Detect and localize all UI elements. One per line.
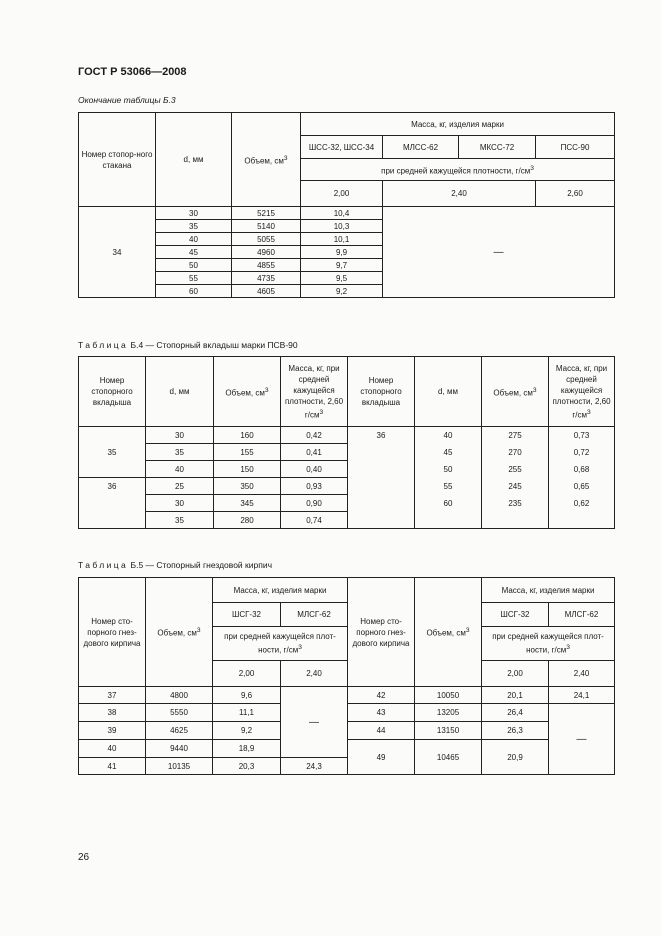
t4-header-volume: Объем, $см^3$ [482,357,549,427]
t3-cell-d: 50 [156,259,232,272]
t3-density: 2,00 [301,181,383,207]
t5-header-number: Номер сто-порного гнез-дового кирпича [79,578,146,687]
t5-cell-mass: 11,1 [213,704,281,722]
t3-cell-mass: 9,5 [301,272,383,285]
document-code: ГОСТ Р 53066—2008 [78,66,187,78]
t5-cell-mass: 24,3 [281,758,348,775]
t4-cell-d: 60 [415,495,482,512]
t4-cell-mass: 0,73 [549,427,615,444]
t5-cell-number: 42 [348,687,415,704]
t3-header-d: d, мм [156,113,232,207]
t4-cell-d: 50 [415,461,482,478]
t4-group-number: 35 [79,427,146,478]
t5-density-label: при средней кажущейся плот-ности, $г/см^3$ [213,627,348,661]
t5-cell-number: 41 [79,758,146,775]
t5-cell-mass: 26,4 [482,704,549,722]
t4-cell-mass: 0,68 [549,461,615,478]
t4-header-d: d, мм [415,357,482,427]
t4-cell-mass: 0,62 [549,495,615,512]
t5-cell-vol: 13205 [415,704,482,722]
t4-cell-d: 30 [146,495,214,512]
t4-group-number: 36 [348,427,415,529]
table-b5-caption: Таблица Б.5 — Стопорный гнездовой кирпич [78,560,273,570]
t4-cell-d: 45 [415,444,482,461]
t3-cell-mass: 10,4 [301,207,383,220]
t5-cell-vol: 5550 [146,704,213,722]
t5-cell-mass: 26,3 [482,722,549,740]
t4-cell-mass: 0,41 [281,444,348,461]
t3-header-number: Номер стопор-ного стакана [79,113,156,207]
t4-cell-vol: 280 [214,512,281,529]
t3-density: 2,60 [536,181,615,207]
t4-cell-vol: 160 [214,427,281,444]
t5-cell-vol: 4625 [146,722,213,740]
t3-density-label: при средней кажущейся плотности, $г/см^3$ [301,159,615,181]
t3-brand: ШСС-32, ШСС-34 [301,136,383,159]
t4-cell-vol: 255 [482,461,549,478]
t5-header-mass: Масса, кг, изделия марки [213,578,348,603]
t5-cell-number: 43 [348,704,415,722]
table-b5 [78,577,615,775]
t4-header-volume: Объем, $см^3$ [214,357,281,427]
t4-cell-vol: 270 [482,444,549,461]
t3-cell-vol: 4960 [232,246,301,259]
t5-density-label: при средней кажущейся плот-ности, $г/см^3$ [482,627,615,661]
t5-density: 2,00 [482,661,549,687]
t5-cell-vol: 10135 [146,758,213,775]
t5-cell-mass: 20,9 [482,740,549,775]
t3-header-mass: Масса, кг, изделия марки [301,113,615,136]
t4-cell-vol: 245 [482,478,549,495]
t4-cell-d: 55 [415,478,482,495]
t4-cell-d: 40 [415,427,482,444]
t5-cell-number: 37 [79,687,146,704]
t3-cell-vol: 4605 [232,285,301,298]
t3-cell-vol: 4735 [232,272,301,285]
t4-header-mass: Масса, кг, при средней кажущейся плотности, 2,60 $г/см^3$ [281,357,348,427]
t5-cell-number: 44 [348,722,415,740]
t4-cell-mass: 0,65 [549,478,615,495]
t3-cell-mass: 10,3 [301,220,383,233]
t5-dash: — [281,687,348,758]
t4-header-number: Номер стопорного вкладыша [79,357,146,427]
t3-cell-d: 40 [156,233,232,246]
t4-cell-vol: 235 [482,495,549,512]
t5-density: 2,40 [281,661,348,687]
t5-brand: МЛСГ-62 [281,603,348,627]
t3-cell-mass: 10,1 [301,233,383,246]
t4-cell-mass: 0,74 [281,512,348,529]
t5-cell-number: 38 [79,704,146,722]
t4-header-d: d, мм [146,357,214,427]
t5-cell-mass: 18,9 [213,740,281,758]
t5-brand: ШСГ-32 [213,603,281,627]
t4-empty-cell [482,512,549,529]
t5-header-volume: Объем, $см^3$ [415,578,482,687]
t5-brand: ШСГ-32 [482,603,549,627]
t4-header-number: Номер стопорного вкладыша [348,357,415,427]
t3-cell-d: 60 [156,285,232,298]
t5-brand: МЛСГ-62 [549,603,615,627]
t4-cell-d: 35 [146,512,214,529]
t5-density: 2,40 [549,661,615,687]
t3-header-volume: Объем, $см^3$ [232,113,301,207]
table-b4-caption: Таблица Б.4 — Стопорный вкладыш марки ПСВ-90 [78,340,298,350]
t4-cell-vol: 275 [482,427,549,444]
t3-group-number: 34 [79,207,156,298]
t4-cell-vol: 350 [214,478,281,495]
t4-group-number: 36 [79,478,146,529]
t4-cell-d: 30 [146,427,214,444]
t4-cell-vol: 150 [214,461,281,478]
t4-cell-d: 25 [146,478,214,495]
t5-header-number: Номер сто-порного гнез-дового кирпича [348,578,415,687]
t3-dash: — [383,207,615,298]
t4-cell-mass: 0,40 [281,461,348,478]
t5-header-volume: Объем, $см^3$ [146,578,213,687]
t4-cell-mass: 0,72 [549,444,615,461]
t3-cell-vol: 5055 [232,233,301,246]
t5-cell-vol: 10465 [415,740,482,775]
t4-cell-vol: 155 [214,444,281,461]
t3-brand: ПСС-90 [536,136,615,159]
t4-cell-mass: 0,90 [281,495,348,512]
page-number: 26 [78,852,90,863]
t3-cell-mass: 9,7 [301,259,383,272]
t3-cell-d: 45 [156,246,232,259]
table-b3-caption: Окончание таблицы Б.3 [78,95,176,105]
t4-empty-cell [549,512,615,529]
t4-cell-vol: 345 [214,495,281,512]
t5-cell-number: 39 [79,722,146,740]
t4-cell-d: 40 [146,461,214,478]
t3-cell-vol: 4855 [232,259,301,272]
t3-cell-mass: 9,9 [301,246,383,259]
t5-cell-number: 40 [79,740,146,758]
t3-cell-vol: 5140 [232,220,301,233]
table-b3 [78,112,615,298]
t3-cell-d: 30 [156,207,232,220]
t5-cell-mass: 20,1 [482,687,549,704]
t5-header-mass: Масса, кг, изделия марки [482,578,615,603]
t3-brand: МЛСС-62 [383,136,459,159]
t4-empty-cell [415,512,482,529]
t5-cell-mass: 24,1 [549,687,615,704]
t5-cell-mass: 20,3 [213,758,281,775]
t3-cell-d: 35 [156,220,232,233]
t3-cell-mass: 9,2 [301,285,383,298]
t5-cell-number: 49 [348,740,415,775]
t5-cell-mass: 9,6 [213,687,281,704]
t3-density: 2,40 [383,181,536,207]
table-b4 [78,356,615,529]
t4-cell-d: 35 [146,444,214,461]
t5-cell-vol: 13150 [415,722,482,740]
t5-dash: — [549,704,615,775]
t5-cell-vol: 9440 [146,740,213,758]
t3-brand: МКСС-72 [459,136,536,159]
t3-cell-vol: 5215 [232,207,301,220]
t4-cell-mass: 0,93 [281,478,348,495]
t5-cell-vol: 4800 [146,687,213,704]
t5-density: 2,00 [213,661,281,687]
t4-cell-mass: 0,42 [281,427,348,444]
t5-cell-vol: 10050 [415,687,482,704]
t5-cell-mass: 9,2 [213,722,281,740]
t3-cell-d: 55 [156,272,232,285]
t4-header-mass: Масса, кг, при средней кажущейся плотности, 2,60 $г/см^3$ [549,357,615,427]
